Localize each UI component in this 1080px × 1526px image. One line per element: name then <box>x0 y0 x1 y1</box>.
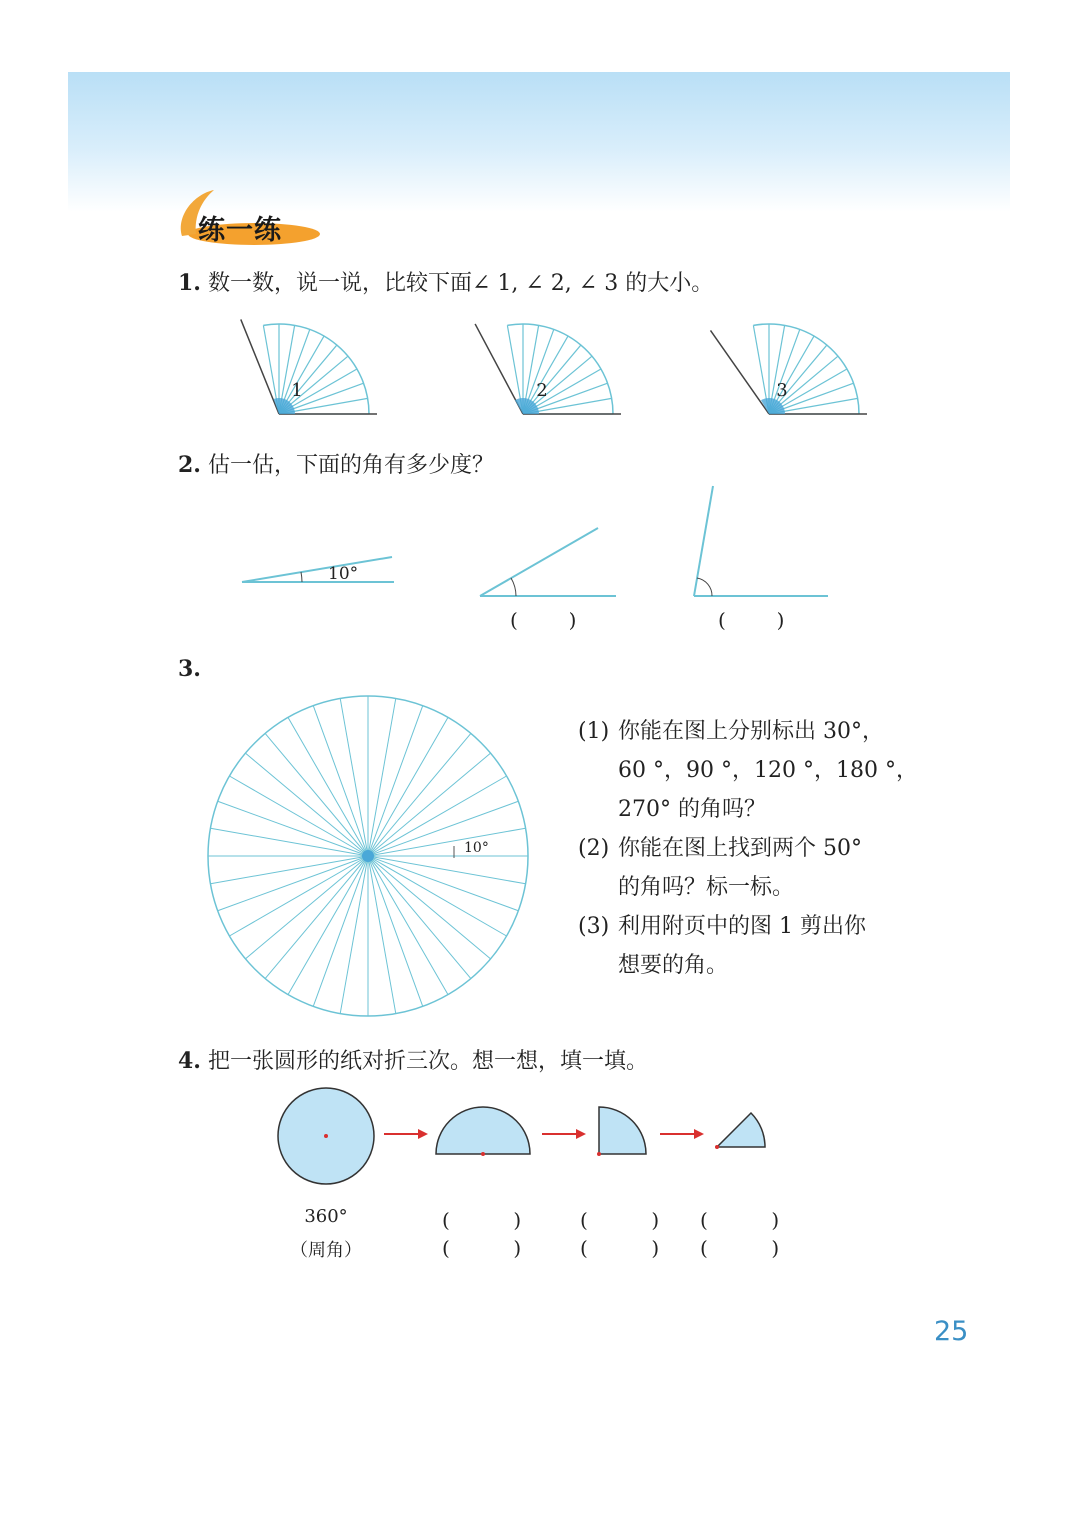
q3-item-1-line-2: 60 °，90 °，120 °，180 °， <box>618 758 918 783</box>
question-1-text: 数一数，说一说，比较下面∠ 1, ∠ 2, ∠ 3 的大小。 <box>207 271 714 296</box>
q4-arrow-1 <box>384 1129 428 1139</box>
q3-item-3: (3) 利用附页中的图 1 剪出你 想要的角。 <box>578 907 928 985</box>
question-4-text: 把一张圆形的纸对折三次。想一想，填一填。 <box>207 1049 648 1074</box>
q3-instructions <box>578 712 928 985</box>
q3-item-1-line-1: 你能在图上分别标出 30°， <box>618 719 884 744</box>
question-1-number: 1. <box>178 270 201 296</box>
q4-blank-3b[interactable]: ( ) <box>700 1236 780 1260</box>
q1-angle-label-3: 3 <box>776 380 788 401</box>
q3-item-3-line-2: 想要的角。 <box>618 953 729 978</box>
q3-item-3-line-1: 利用附页中的图 1 剪出你 <box>618 914 866 939</box>
page-number: 25 <box>934 1316 969 1347</box>
question-3-number: 3. <box>178 656 201 682</box>
q4-arrow-2 <box>542 1129 586 1139</box>
question-2-text: 估一估，下面的角有多少度？ <box>207 453 494 478</box>
q4-quarter <box>597 1107 646 1156</box>
q4-blank-1a[interactable]: ( ) <box>442 1208 522 1232</box>
q4-first-name: （周角） <box>290 1240 362 1261</box>
q4-first-value: 360° <box>304 1206 348 1227</box>
question-4-number: 4. <box>178 1048 201 1074</box>
q4-blank-2a[interactable]: ( ) <box>580 1208 660 1232</box>
question-2 <box>178 450 494 481</box>
question-3 <box>178 654 201 685</box>
q4-blank-2b[interactable]: ( ) <box>580 1236 660 1260</box>
q4-blank-1b[interactable]: ( ) <box>442 1236 522 1260</box>
q1-angle-label-2: 2 <box>536 380 548 401</box>
q2-given-angle-label: 10° <box>328 564 359 584</box>
q3-item-2: (2) 你能在图上找到两个 50° 的角吗？标一标。 <box>578 829 928 907</box>
q4-arrow-3 <box>660 1129 704 1139</box>
q3-item-2-line-1: 你能在图上找到两个 50° <box>618 836 862 861</box>
question-4 <box>178 1046 648 1077</box>
q1-fan-1 <box>241 319 377 414</box>
question-2-number: 2. <box>178 452 201 478</box>
q1-angle-label-1: 1 <box>291 380 303 401</box>
q4-eighth <box>715 1113 765 1149</box>
q2-answer-blank-2[interactable]: ( ) <box>718 608 785 632</box>
q2-answer-blank-1[interactable]: ( ) <box>510 608 577 632</box>
q3-circle-label: 10° <box>464 840 489 856</box>
q2-angle-10 <box>242 557 394 582</box>
circle-center <box>362 850 374 862</box>
q3-item-1-line-3: 270° 的角吗？ <box>618 797 766 822</box>
section-title-text: 练一练 <box>198 215 282 246</box>
q4-blank-3a[interactable]: ( ) <box>700 1208 780 1232</box>
q2-angle-c <box>694 486 828 596</box>
q4-semicircle <box>436 1107 530 1156</box>
q3-circle-diagram <box>208 696 528 1016</box>
q2-angle-b <box>480 528 616 596</box>
q3-item-2-line-2: 的角吗？标一标。 <box>618 875 795 900</box>
q3-item-1: (1) 你能在图上分别标出 30°， 60 °，90 °，120 °，180 °， 270° 的角吗？ <box>578 712 928 829</box>
q4-circle <box>278 1088 374 1184</box>
